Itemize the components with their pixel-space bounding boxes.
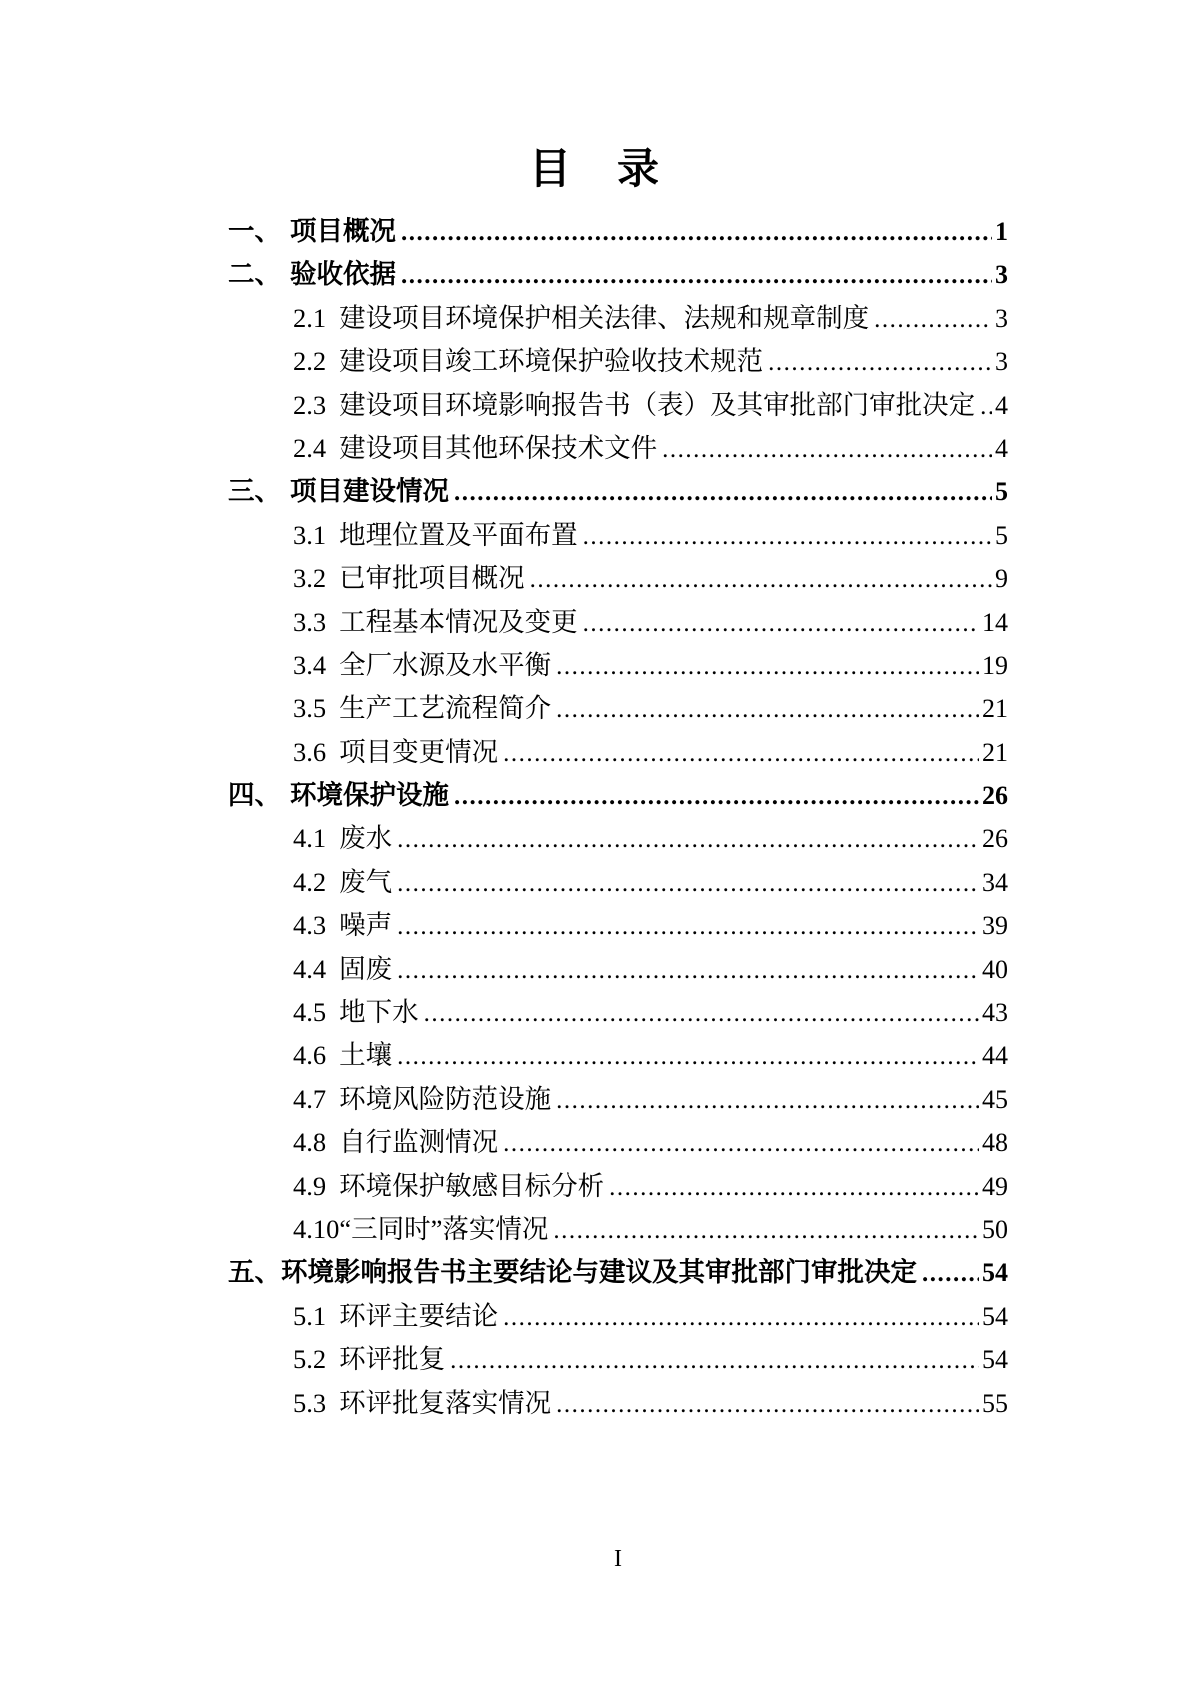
toc-leader-dots [454,470,992,514]
toc-entry-page: 26 [982,781,1008,811]
toc-entry-page: 48 [982,1128,1008,1158]
toc-entry-page: 21 [982,694,1008,724]
toc-entry-title: “三同时”落实情况 [339,1213,549,1244]
toc-entry-number: 一、 [228,216,281,246]
toc-entry[interactable] [228,904,1008,947]
toc-entry-title: 建设项目环境影响报告书（表）及其审批部门审批决定 [339,389,976,420]
toc-leader-dots [401,210,992,254]
toc-entry[interactable] [228,817,1008,860]
toc-entry-number: 二、 [228,259,281,290]
toc-leader-dots [424,991,979,1035]
toc-entry-title: 环境风险防范设施 [339,1083,552,1114]
toc-entry-number: 4.10 [293,1213,340,1244]
toc-entry-title: 环评主要结论 [339,1300,499,1331]
toc-entry-title: 验收依据 [290,259,396,290]
toc-entry-title: 地理位置及平面布置 [339,519,578,550]
toc-entry-page: 3 [995,260,1008,290]
toc-entry[interactable] [228,991,1008,1034]
toc-entry-number: 五、 [228,1257,281,1288]
toc-leader-dots [450,1338,979,1382]
toc-entry-page: 3 [995,303,1008,333]
toc-entry-title: 自行监测情况 [339,1127,499,1158]
toc-entry-title: 工程基本情况及变更 [339,606,578,637]
toc-entry-number: 4.7 [293,1083,327,1114]
toc-entry-title: 建设项目竣工环境保护验收技术规范 [339,346,764,377]
toc-entry-page: 54 [982,1258,1008,1288]
toc-entry-page: 19 [982,650,1008,680]
toc-leader-dots [503,731,979,775]
toc-leader-dots [583,601,979,645]
toc-entry[interactable] [228,731,1008,774]
toc-leader-dots [503,1121,979,1165]
toc-leader-dots [397,861,979,905]
toc-entry-page: 50 [982,1214,1008,1244]
toc-entry-page: 45 [982,1084,1008,1114]
toc-entry[interactable] [228,861,1008,904]
toc-entry-number: 3.3 [293,606,327,637]
toc-entry-number: 5.3 [293,1387,327,1418]
toc-entry-title: 固废 [339,953,393,984]
toc-entry-page: 4 [995,390,1008,420]
toc-leader-dots [583,514,992,558]
toc-leader-dots [768,340,992,384]
toc-leader-dots [454,774,979,818]
toc-entry[interactable] [228,1165,1008,1208]
toc-entry-page: 3 [995,347,1008,377]
toc-leader-dots [556,687,979,731]
toc-entry-page: 44 [982,1041,1008,1071]
toc [228,210,1008,1425]
toc-leader-dots [397,1034,979,1078]
toc-entry-page: 54 [982,1301,1008,1331]
toc-entry-number: 5.1 [293,1300,327,1331]
toc-entry[interactable] [228,948,1008,991]
toc-entry-title: 环境影响报告书主要结论与建议及其审批部门审批决定 [281,1257,917,1288]
toc-entry[interactable] [228,774,1008,817]
toc-entry[interactable] [228,601,1008,644]
toc-entry-page: 40 [982,954,1008,984]
toc-entry[interactable] [228,1338,1008,1381]
toc-leader-dots [397,948,979,992]
toc-entry-number: 3.1 [293,519,327,550]
toc-entry-number: 5.2 [293,1344,327,1375]
toc-leader-dots [503,1295,979,1339]
toc-entry[interactable] [228,297,1008,340]
toc-leader-dots [662,427,992,471]
toc-entry[interactable] [228,1034,1008,1077]
toc-leader-dots [922,1251,979,1295]
toc-entry-title: 全厂水源及水平衡 [339,649,552,680]
toc-entry-number: 四、 [228,780,281,811]
toc-leader-dots [556,644,979,688]
toc-entry-title: 废水 [339,823,393,854]
toc-entry[interactable] [228,470,1008,513]
toc-entry-page: 34 [982,867,1008,897]
toc-entry[interactable] [228,1078,1008,1121]
toc-entry-number: 3.5 [293,693,327,724]
toc-entry[interactable] [228,1208,1008,1251]
toc-leader-dots [609,1165,979,1209]
toc-entry-page: 5 [995,477,1008,507]
toc-entry[interactable] [228,384,1008,427]
toc-entry-number: 2.3 [293,389,327,420]
toc-heading: 目 录 [528,147,661,193]
toc-entry[interactable] [228,340,1008,383]
toc-entry-number: 4.5 [293,997,327,1028]
toc-entry-title: 生产工艺流程简介 [339,693,552,724]
toc-entry-page: 21 [982,737,1008,767]
toc-entry-number: 4.3 [293,910,327,941]
toc-leader-dots [397,904,979,948]
toc-entry[interactable] [228,1251,1008,1294]
toc-entry-title: 项目变更情况 [339,736,499,767]
toc-entry-number: 3.2 [293,563,327,594]
toc-entry-number: 3.4 [293,649,327,680]
toc-entry-title: 噪声 [339,910,393,941]
toc-entry[interactable] [228,427,1008,470]
toc-entry-title: 土壤 [339,1040,393,1071]
toc-entry-title: 已审批项目概况 [339,563,525,594]
toc-entry-title: 项目建设情况 [290,476,449,507]
toc-entry[interactable] [228,514,1008,557]
toc-leader-dots [401,253,992,297]
toc-entry[interactable] [228,644,1008,687]
toc-entry-number: 4.8 [293,1127,327,1158]
toc-entry[interactable] [228,1121,1008,1164]
toc-entry-number: 3.6 [293,736,327,767]
toc-entry[interactable] [228,687,1008,730]
toc-entry[interactable] [228,557,1008,600]
toc-entry-title: 环境保护设施 [290,780,449,811]
toc-entry-page: 9 [995,564,1008,594]
toc-entry-title: 环境保护敏感目标分析 [339,1170,605,1201]
toc-entry-number: 4.1 [293,823,327,854]
toc-leader-dots [556,1382,979,1426]
toc-leader-dots [530,557,992,601]
toc-entry-page: 39 [982,911,1008,941]
toc-entry-number: 2.1 [293,302,327,333]
toc-entry-page: 4 [995,433,1008,463]
toc-leader-dots [397,817,979,861]
toc-entry-page: 55 [982,1388,1008,1418]
toc-entry[interactable] [228,253,1008,296]
toc-entry-title: 地下水 [339,997,419,1028]
toc-entry-title: 环评批复落实情况 [339,1387,552,1418]
toc-entry[interactable] [228,1382,1008,1425]
toc-entry-page: 49 [982,1171,1008,1201]
toc-entry-page: 43 [982,998,1008,1028]
toc-entry-number: 2.2 [293,346,327,377]
toc-entry-page: 5 [995,520,1008,550]
toc-entry-number: 4.4 [293,953,327,984]
toc-leader-dots [556,1078,979,1122]
toc-entry-title: 建设项目其他环保技术文件 [339,432,658,463]
toc-entry-number: 4.9 [293,1170,327,1201]
toc-entry-number: 4.2 [293,866,327,897]
toc-leader-dots [980,384,992,428]
toc-leader-dots [553,1208,979,1252]
toc-entry[interactable] [228,1295,1008,1338]
toc-entry-title: 建设项目环境保护相关法律、法规和规章制度 [339,302,870,333]
toc-entry-title: 废气 [339,866,393,897]
toc-entry-number: 2.4 [293,432,327,463]
toc-entry-number: 三、 [228,476,281,507]
toc-entry-page: 1 [995,217,1008,246]
toc-entry-page: 26 [982,824,1008,854]
toc-entry-title: 项目概况 [290,216,396,246]
page-number-footer: I [614,1546,622,1572]
toc-entry[interactable] [228,210,1008,253]
toc-entry-page: 14 [982,607,1008,637]
toc-entry-page: 54 [982,1345,1008,1375]
toc-entry-title: 环评批复 [339,1344,446,1375]
toc-entry-number: 4.6 [293,1040,327,1071]
toc-leader-dots [874,297,992,341]
